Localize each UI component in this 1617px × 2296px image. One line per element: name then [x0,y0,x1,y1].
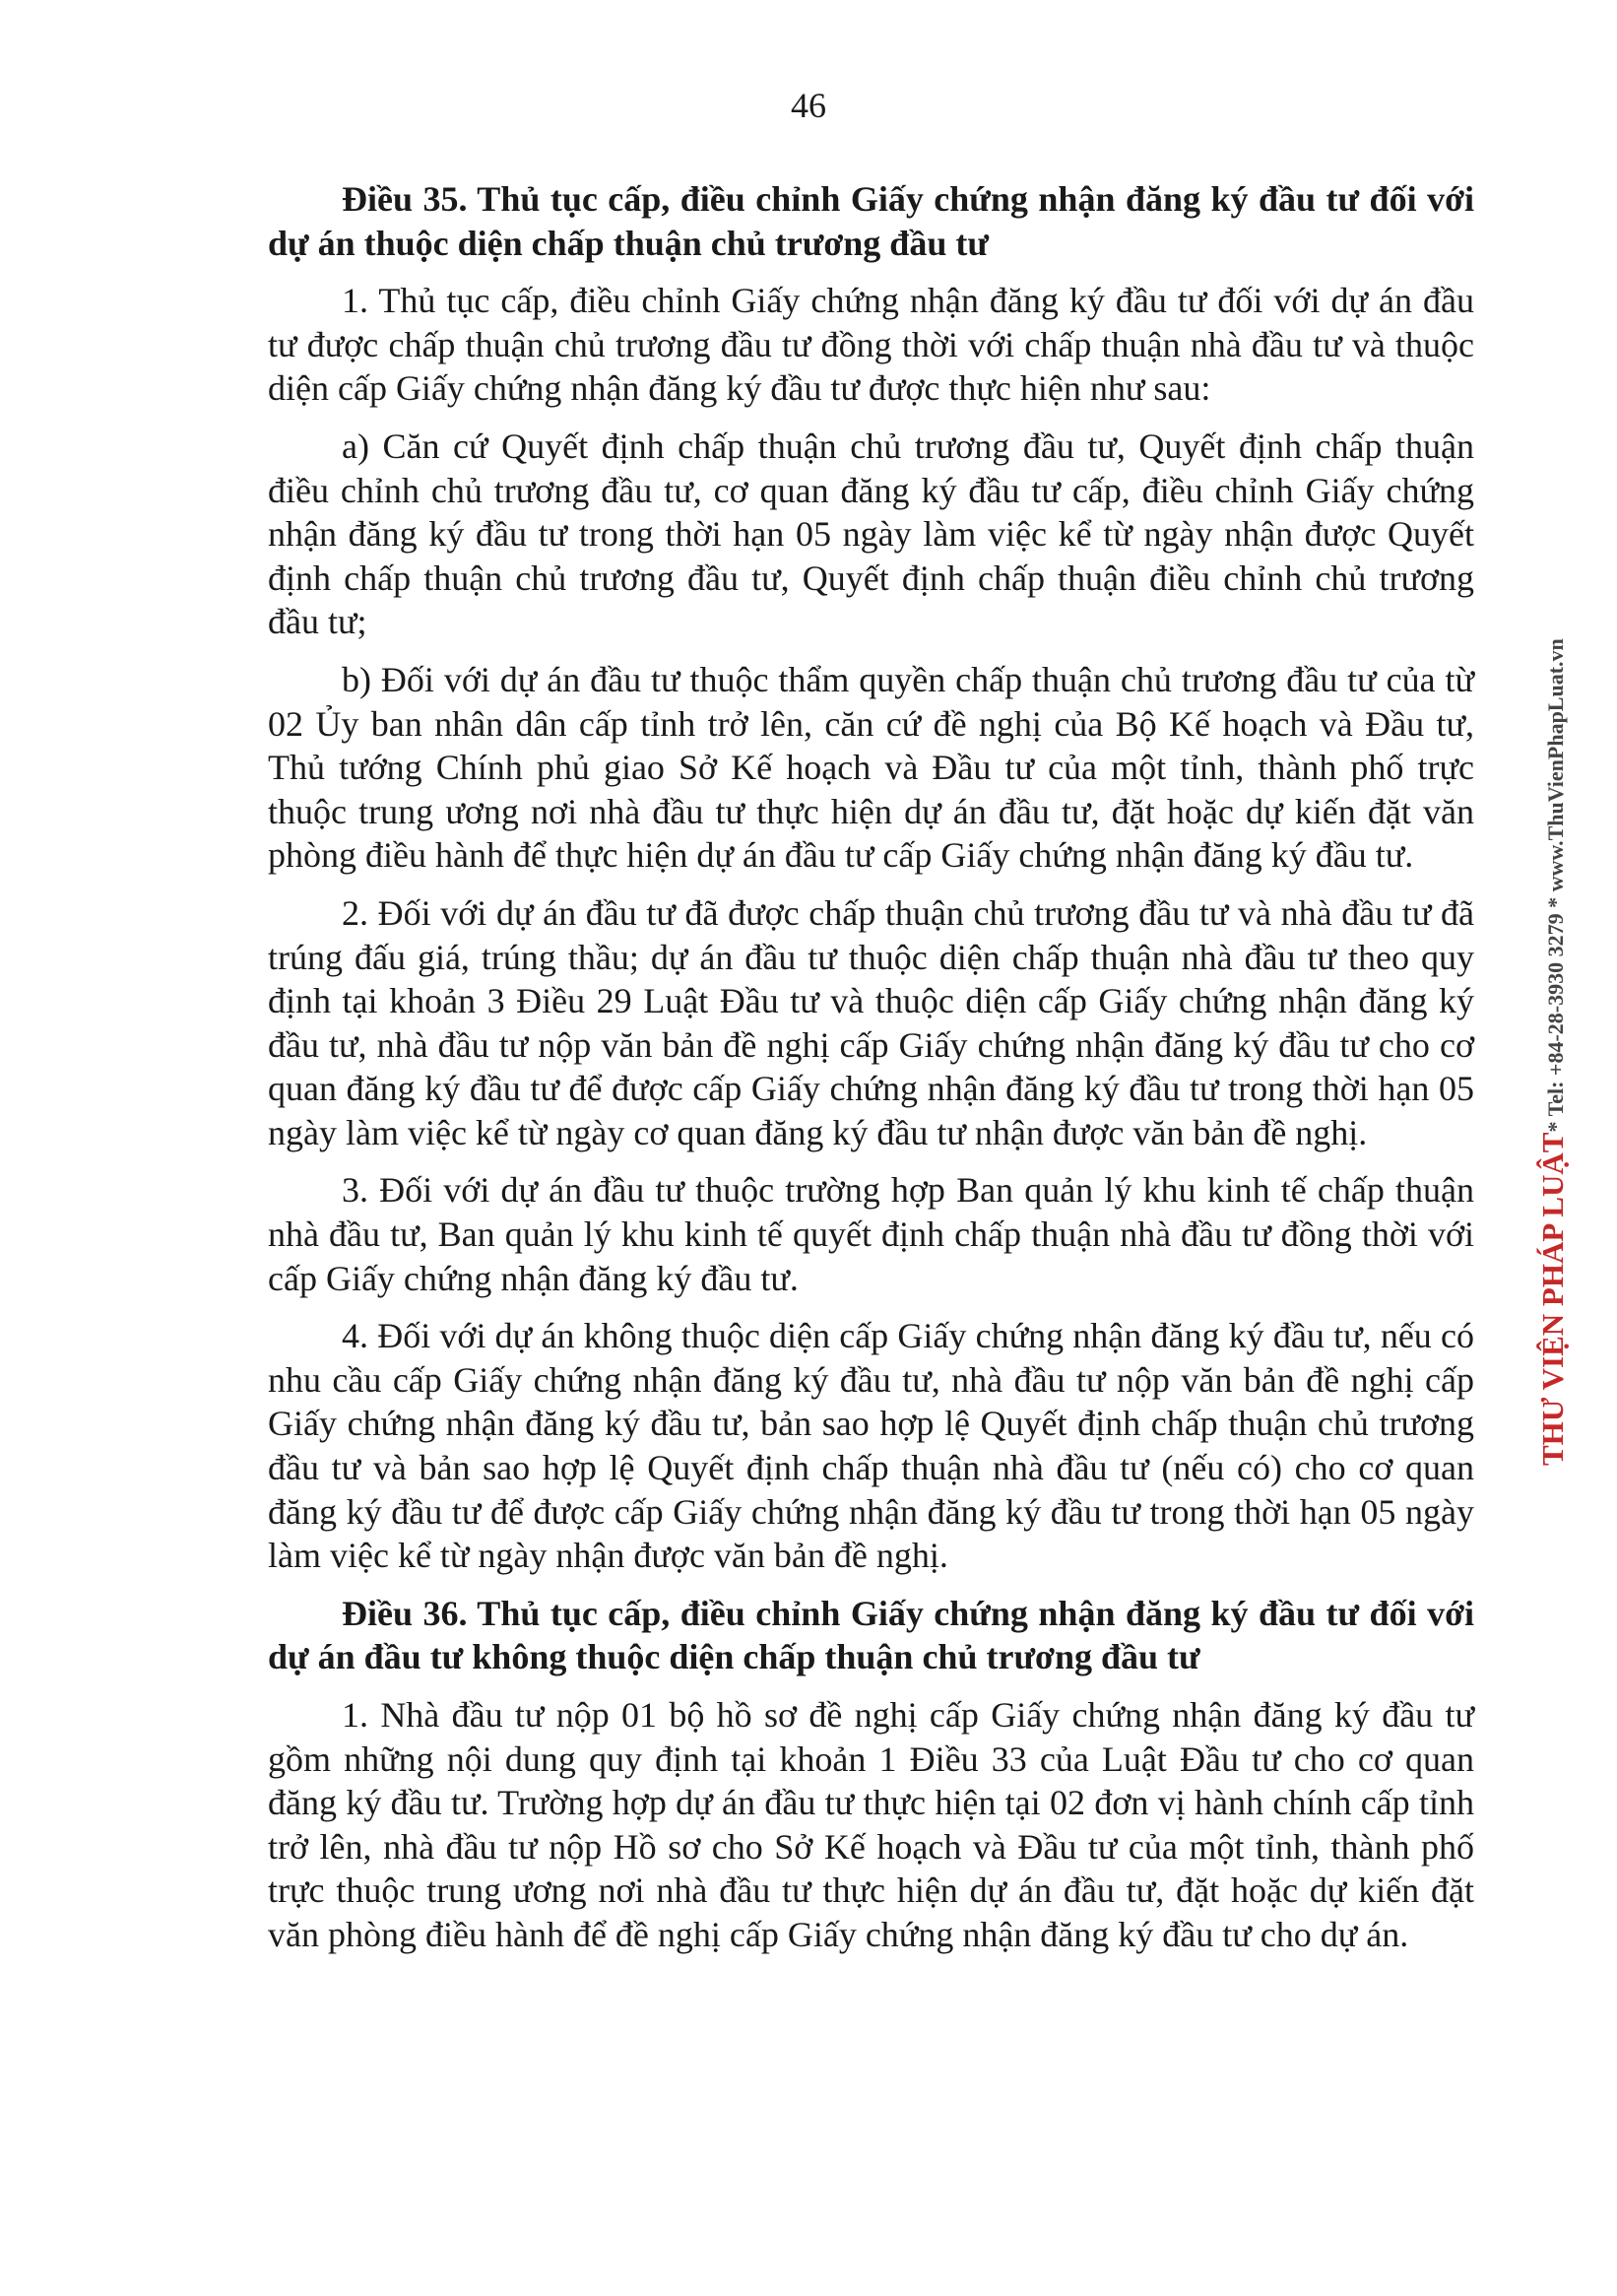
watermark-contact: * Tel: +84-28-3930 3279 * www.ThuVienPhapLuat.vn [1543,638,1568,1133]
watermark-brand: THƯ VIỆN PHÁP LUẬT [1535,1132,1570,1466]
article-35-clause-1: 1. Thủ tục cấp, điều chỉnh Giấy chứng nhận đăng ký đầu tư đối với dự án đầu tư được chấp thuận chủ trương đầu tư đồng thời với chấp thuận nhà đầu tư và thuộc diện cấp Giấy chứng nhận đăng ký đầu tư được thực hiện như sau: [268,281,1474,409]
article-35-clause-2: 2. Đối với dự án đầu tư đã được chấp thuận chủ trương đầu tư và nhà đầu tư đã trúng đấu giá, trúng thầu; dự án đầu tư thuộc diện chấp thuận nhà đầu tư theo quy định tại khoản 3 Điều 29 Luật Đầu tư và thuộc diện cấp Giấy chứng nhận đăng ký đầu tư, nhà đầu tư nộp văn bản đề nghị cấp Giấy chứng nhận đăng ký đầu tư cho cơ quan đăng ký đầu tư để được cấp Giấy chứng nhận đăng ký đầu tư trong thời hạn 05 ngày làm việc kể từ ngày cơ quan đăng ký đầu tư nhận được văn bản đề nghị. [268,892,1474,1152]
document-body [268,177,1474,1971]
article-36-heading: Điều 36. Thủ tục cấp, điều chỉnh Giấy chứng nhận đăng ký đầu tư đối với dự án đầu tư không thuộc diện chấp thuận chủ trương đầu tư [268,1593,1474,1677]
article-35-point-b: b) Đối với dự án đầu tư thuộc thẩm quyền chấp thuận chủ trương đầu tư của từ 02 Ủy ban nhân dân cấp tỉnh trở lên, căn cứ đề nghị của Bộ Kế hoạch và Đầu tư, Thủ tướng Chính phủ giao Sở Kế hoạch và Đầu tư của một tỉnh, thành phố trực thuộc trung ương nơi nhà đầu tư thực hiện dự án đầu tư, đặt hoặc dự kiến đặt văn phòng điều hành để thực hiện dự án đầu tư cấp Giấy chứng nhận đăng ký đầu tư. [268,659,1474,876]
article-35-point-a: a) Căn cứ Quyết định chấp thuận chủ trương đầu tư, Quyết định chấp thuận điều chỉnh chủ trương đầu tư, cơ quan đăng ký đầu tư cấp, điều chỉnh Giấy chứng nhận đăng ký đầu tư trong thời hạn 05 ngày làm việc kể từ ngày nhận được Quyết định chấp thuận chủ trương đầu tư, Quyết định chấp thuận điều chỉnh chủ trương đầu tư; [268,426,1474,642]
article-35-heading: Điều 35. Thủ tục cấp, điều chỉnh Giấy chứng nhận đăng ký đầu tư đối với dự án thuộc diện chấp thuận chủ trương đầu tư [268,179,1474,263]
side-watermark [1535,638,1571,1466]
article-35-clause-3: 3. Đối với dự án đầu tư thuộc trường hợp Ban quản lý khu kinh tế chấp thuận nhà đầu tư, Ban quản lý khu kinh tế quyết định chấp thuận nhà đầu tư đồng thời với cấp Giấy chứng nhận đăng ký đầu tư. [268,1170,1474,1298]
article-35-clause-4: 4. Đối với dự án không thuộc diện cấp Giấy chứng nhận đăng ký đầu tư, nếu có nhu cầu cấp Giấy chứng nhận đăng ký đầu tư, nhà đầu tư nộp văn bản đề nghị cấp Giấy chứng nhận đăng ký đầu tư, bản sao hợp lệ Quyết định chấp thuận chủ trương đầu tư và bản sao hợp lệ Quyết định chấp thuận nhà đầu tư (nếu có) cho cơ quan đăng ký đầu tư để được cấp Giấy chứng nhận đăng ký đầu tư trong thời hạn 05 ngày làm việc kể từ ngày nhận được văn bản đề nghị. [268,1316,1474,1576]
page-number: 46 [791,86,826,125]
article-36-clause-1: 1. Nhà đầu tư nộp 01 bộ hồ sơ đề nghị cấp Giấy chứng nhận đăng ký đầu tư gồm những nội dung quy định tại khoản 1 Điều 33 của Luật Đầu tư cho cơ quan đăng ký đầu tư. Trường hợp dự án đầu tư thực hiện tại 02 đơn vị hành chính cấp tỉnh trở lên, nhà đầu tư nộp Hồ sơ cho Sở Kế hoạch và Đầu tư của một tỉnh, thành phố trực thuộc trung ương nơi nhà đầu tư thực hiện dự án đầu tư, đặt hoặc dự kiến đặt văn phòng điều hành để đề nghị cấp Giấy chứng nhận đăng ký đầu tư cho dự án. [268,1695,1474,1954]
